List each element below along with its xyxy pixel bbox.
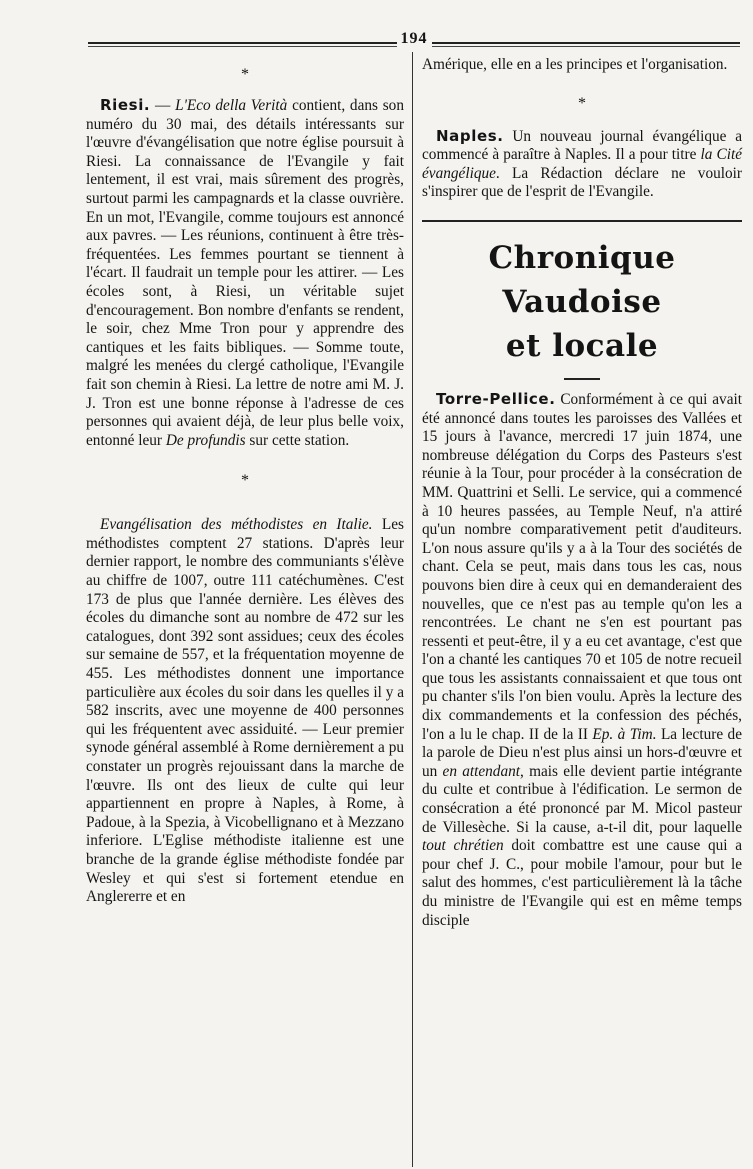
section-separator-star: * [241, 66, 249, 83]
article-methodists: Evangélisation des méthodistes en Italie. Les méthodistes comptent 27 stations. D'après leur dernier rapport, le nombre des communiants s'élève au chiffre de 1007, outre 111 catéchumènes. C'est 173 de plus que l'année dernière. Les élèves des écoles du dimanche sont au nombre de 472 sur les catalogues, dont 392 sont assidues; ceux des écoles sur semaine de 557, et la fréquentation moyenne de 455. Les méthodistes donnent une importance particulière aux écoles du soir dans les quelles il y a 582 inscrits, avec une moyenne de 400 personnes qui les fréquentent avec assiduité. — Leur premier synode général assemblé à Rome dernièrement a pu constater un progrès rejouissant dans la marche de l'œuvre. Ils ont des lieux de culte qui leur appartiennent en propre à Naples, à Rome, à Padoue, à la Spezia, à Vicobellignano et à Mezzano inferiore. L'Eglise méthodiste italienne est une branche de la grande église méthodiste fondée par Wesley et qui s'est si fortement etendue en Anglererre et en [86, 516, 404, 906]
latin-phrase: De profundis [165, 431, 246, 449]
continued-text: Amérique, elle en a les principes et l'organisation. [422, 56, 728, 73]
article-naples-lead: Naples. [436, 126, 504, 145]
article-torre-pellice: Torre-Pellice. Conformément à ce qui avait été annoncé dans toutes les paroisses des Vallées et 15 jours à l'avance, mercredi 17 juin 1874, une nombreuse délégation du Corps des Pasteurs s'est réunie à la Tour, pour procéder à la consécration de MM. Quattrini et Selli. Le service, qui a commencé à 10 heures passées, au Temple Neuf, n'a attiré qu'un nombre comparativement petit d'auditeurs. L'on nous assure qu'ils y a à la Tour des sociétés de chant. Cela se peut, mais dans tous les cas, nous pouvons bien dire à ceux qui en demanderaient des nouvelles, que ce n'est pas au temple qu'on les a rencontrées. Le chant ne s'en est pourtant pas ressenti et peut-être, il y a eu cet avantage, c'est que l'on a chanté les cantiques 70 et 105 de notre recueil que tous les assistants connaissaient et que tous ont pu chanter s'ils l'on bien voulu. Après la lecture des dix commandements et la confession des péchés, l'on a lu le chap. II de la II Ep. à Tim. La lecture de la parole de Dieu n'est plus ainsi un hors-d'œuvre et un en attendant, mais elle devient partie intégrante du culte et contribue à l'édification. Le sermon de consécration a été prononcé par M. Micol pasteur de Villesèche. Si la cause, a-t-il dit, pour laquelle tout chrétien doit combattre est une cause qui a pour chef J. C., pour mobile l'amour, pour but le salut des hommes, c'est particulièrement là la tâche du ministre de l'Evangile qui est en même temps disciple [422, 389, 743, 929]
section-top-rule [422, 220, 742, 222]
article-riesi: Riesi. — L'Eco della Verità contient, dans son numéro du 30 mai, des détails intéressants sur l'œuvre d'évangélisation que notre église poursuit à Riesi. La connaissance de l'Evangile y fait lentement, il est vrai, mais sûrement des progrès, surtout parmi les campagnards et la classe ouvrière. En un mot, l'Evangile, comme toujours est annoncé aux pavres. — Les réunions, continuent à être très-fréquentées. Les femmes pourtant se tiennent à l'écart. Il faudrait un temple pour les attirer. — Les écoles sont, à Riesi, un véritable sujet d'encouragement. Bon nombre d'enfants se rendent, le soir, chez Mme Tron pour y apprendre des cantiques et les faits bibliques. — Somme toute, malgré les menées du clergé catholique, l'Evangile fait son chemin à Riesi. La lettre de notre ami M. J. J. Tron est une bonne réponse à l'adresse de ces personnes qui avaient déjà, de leur plus belle voix, entonné leur De profundis sur cette station. [86, 96, 404, 449]
page-number: 194 [88, 30, 740, 48]
publication-name: L'Eco della Verità [175, 97, 288, 114]
article-naples: Naples. Un nouveau journal évangélique a commencé à paraître à Naples. Il a pour titre la Cité évangélique. La Rédaction déclare ne vouloir s'inspirer que de l'esprit de l'Evangile. [422, 126, 743, 201]
page-header [88, 22, 740, 48]
article-riesi-lead: Riesi. [100, 96, 151, 114]
column-divider [412, 52, 413, 1167]
section-title-line2: et locale [505, 327, 659, 364]
section-separator-star: * [241, 472, 249, 490]
title-underline [564, 378, 600, 380]
scripture-reference: Ep. à Tim. [592, 725, 657, 743]
right-column [422, 56, 742, 930]
section-title-line1: Chronique Vaudoise [488, 239, 676, 320]
section-separator-star: * [578, 94, 586, 112]
article-torre-pellice-lead: Torre-Pellice. [436, 389, 556, 408]
journal-title: la Cité évangélique [422, 146, 743, 182]
left-column [86, 56, 404, 907]
section-title [422, 236, 742, 368]
article-methodists-title: Evangélisation des méthodistes en Italie. [100, 516, 373, 534]
